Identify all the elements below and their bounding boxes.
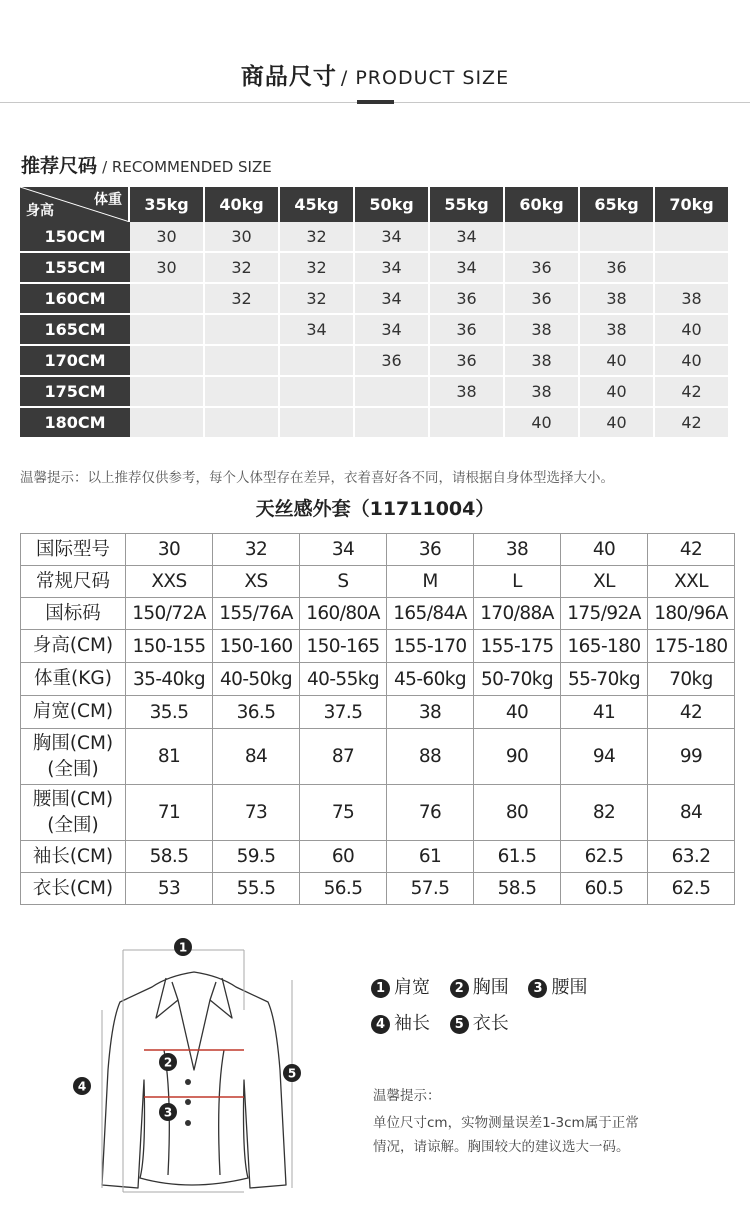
legend-item (450, 973, 509, 999)
rec-row (20, 315, 728, 346)
rec-size-cell: 32 (280, 222, 355, 253)
size-row (21, 729, 735, 785)
measurement-tip-line1: 单位尺寸cm，实物测量误差1-3cm属于正常 (373, 1115, 639, 1131)
rec-size-cell (280, 346, 355, 377)
legend-label: 衣长 (472, 1013, 509, 1034)
size-value-cell: 84 (213, 729, 300, 785)
size-value-cell: 55.5 (213, 873, 300, 905)
rec-size-cell: 42 (655, 377, 728, 408)
rec-size-cell: 40 (580, 408, 655, 439)
size-value-cell: 150-165 (300, 630, 387, 663)
legend-label: 腰围 (551, 977, 588, 998)
rec-size-cell (280, 408, 355, 439)
measure-red-lines (144, 1050, 244, 1097)
measurement-legend-row2 (371, 1009, 523, 1035)
size-value-cell: 76 (387, 785, 474, 841)
rec-size-cell: 36 (355, 346, 430, 377)
size-row-label-main: 衣长(CM) (32, 877, 114, 899)
jacket-measurement-diagram (60, 930, 330, 1200)
size-value-cell: 82 (561, 785, 648, 841)
size-value-cell: 56.5 (300, 873, 387, 905)
size-value-cell: 60.5 (561, 873, 648, 905)
rec-size-cell: 36 (580, 253, 655, 284)
rec-size-cell: 36 (430, 284, 505, 315)
rec-size-cell: 34 (280, 315, 355, 346)
recommended-title-zh: 推荐尺码 (21, 155, 98, 177)
weight-header: 70kg (655, 187, 728, 222)
rec-header-row (20, 187, 728, 222)
size-row-label-main: 身高(CM) (32, 635, 114, 656)
jacket-outline (102, 972, 286, 1188)
size-value-cell: 35.5 (126, 696, 213, 729)
size-value-cell: 36 (387, 534, 474, 566)
legend-label: 肩宽 (394, 977, 430, 998)
size-value-cell: 55-70kg (561, 663, 648, 696)
rec-size-cell (355, 408, 430, 439)
size-row-label (21, 696, 126, 729)
size-value-cell: 38 (387, 696, 474, 729)
size-value-cell: 180/96A (648, 598, 735, 630)
size-row-label (21, 663, 126, 696)
size-value-cell: 57.5 (387, 873, 474, 905)
legend-num-badge: 2 (450, 979, 469, 998)
rec-size-cell: 34 (355, 315, 430, 346)
weight-header: 40kg (205, 187, 280, 222)
size-row (21, 630, 735, 663)
legend-num-badge: 1 (371, 979, 390, 998)
size-value-cell: 150-155 (126, 630, 213, 663)
size-value-cell: 37.5 (300, 696, 387, 729)
recommended-size-title (21, 151, 272, 178)
badge-1: 1 (178, 940, 188, 955)
rec-size-cell (505, 222, 580, 253)
measure-guides (102, 950, 292, 1192)
rec-size-cell: 38 (580, 315, 655, 346)
rec-size-cell: 40 (580, 377, 655, 408)
legend-item (371, 1009, 430, 1035)
measurement-tip-title: 温馨提示： (373, 1088, 441, 1104)
size-value-cell: 35-40kg (126, 663, 213, 696)
size-row-label (21, 534, 126, 566)
size-value-cell: 170/88A (474, 598, 561, 630)
badge-4: 4 (77, 1079, 87, 1094)
recommended-size-table (20, 187, 728, 439)
rec-size-cell (130, 315, 205, 346)
rec-height-label: 180CM (20, 408, 130, 439)
size-value-cell: 94 (561, 729, 648, 785)
size-value-cell: XS (213, 566, 300, 598)
rec-size-cell: 36 (430, 315, 505, 346)
rec-size-cell (205, 408, 280, 439)
size-value-cell: 165-180 (561, 630, 648, 663)
rec-height-label: 160CM (20, 284, 130, 315)
header-title-zh: 商品尺寸 (240, 64, 337, 90)
size-row-label-main: 国际型号 (35, 538, 110, 560)
size-value-cell: 40-50kg (213, 663, 300, 696)
rec-size-cell: 34 (430, 253, 505, 284)
rec-size-cell: 38 (655, 284, 728, 315)
header-title-en: / PRODUCT SIZE (340, 67, 510, 89)
size-value-cell: 42 (648, 534, 735, 566)
size-value-cell: 150-160 (213, 630, 300, 663)
size-value-cell: 90 (474, 729, 561, 785)
rec-size-cell: 36 (505, 284, 580, 315)
size-row-label (21, 785, 126, 841)
size-row-label-main: 袖长(CM) (32, 845, 114, 867)
rec-size-cell: 38 (505, 377, 580, 408)
weight-header: 50kg (355, 187, 430, 222)
size-value-cell: 42 (648, 696, 735, 729)
legend-num-badge: 4 (371, 1015, 390, 1034)
rec-row (20, 284, 728, 315)
rec-height-label: 170CM (20, 346, 130, 377)
size-value-cell: 99 (648, 729, 735, 785)
size-value-cell: 155-175 (474, 630, 561, 663)
rec-size-cell: 34 (430, 222, 505, 253)
size-row (21, 841, 735, 873)
rec-size-cell (655, 222, 728, 253)
size-body (21, 534, 735, 905)
legend-item (450, 1009, 509, 1035)
corner-weight-label: 体重 (94, 192, 122, 208)
rec-size-cell: 34 (355, 222, 430, 253)
weight-header: 45kg (280, 187, 355, 222)
legend-num-badge: 5 (450, 1015, 469, 1034)
rec-size-cell: 42 (655, 408, 728, 439)
rec-size-cell (655, 253, 728, 284)
rec-row (20, 346, 728, 377)
size-value-cell: 84 (648, 785, 735, 841)
legend-num-badge: 3 (528, 979, 547, 998)
rec-size-cell: 38 (505, 346, 580, 377)
product-title: 天丝感外套（11711004） (255, 498, 495, 520)
size-value-cell: 175/92A (561, 598, 648, 630)
size-value-cell: 81 (126, 729, 213, 785)
rec-height-label: 150CM (20, 222, 130, 253)
size-value-cell: 75 (300, 785, 387, 841)
header-accent-bar (357, 100, 394, 104)
rec-height-label: 175CM (20, 377, 130, 408)
rec-size-cell: 36 (430, 346, 505, 377)
size-value-cell: 88 (387, 729, 474, 785)
size-value-cell: 40-55kg (300, 663, 387, 696)
rec-size-cell: 40 (505, 408, 580, 439)
size-value-cell: 165/84A (387, 598, 474, 630)
size-value-cell: 40 (561, 534, 648, 566)
rec-height-label: 155CM (20, 253, 130, 284)
rec-size-cell: 36 (505, 253, 580, 284)
legend-item (528, 973, 587, 999)
size-value-cell: 150/72A (126, 598, 213, 630)
size-value-cell: 62.5 (561, 841, 648, 873)
size-row-label (21, 566, 126, 598)
size-row-label-sub: (全围) (47, 814, 99, 836)
rec-size-cell (205, 346, 280, 377)
rec-size-cell (205, 377, 280, 408)
size-value-cell: XXL (648, 566, 735, 598)
jacket-buttons (185, 1079, 191, 1126)
size-value-cell: 58.5 (126, 841, 213, 873)
size-row (21, 534, 735, 566)
corner-height-label: 身高 (26, 203, 54, 219)
recommended-title-en: / RECOMMENDED SIZE (102, 158, 272, 176)
size-value-cell: XXS (126, 566, 213, 598)
rec-size-cell: 40 (655, 315, 728, 346)
size-row-label-main: 体重(KG) (34, 668, 112, 689)
size-value-cell: 61.5 (474, 841, 561, 873)
size-chart-table (20, 533, 735, 905)
size-value-cell: S (300, 566, 387, 598)
weight-header: 65kg (580, 187, 655, 222)
rec-row (20, 222, 728, 253)
rec-row (20, 377, 728, 408)
size-row-label (21, 630, 126, 663)
rec-size-cell: 32 (205, 253, 280, 284)
rec-size-cell: 32 (280, 253, 355, 284)
size-row-label (21, 841, 126, 873)
rec-corner-cell (20, 187, 130, 222)
rec-size-cell: 40 (580, 346, 655, 377)
size-value-cell: 34 (300, 534, 387, 566)
rec-size-cell: 34 (355, 284, 430, 315)
rec-size-cell: 38 (505, 315, 580, 346)
recommendation-tip: 温馨提示：以上推荐仅供参考，每个人体型存在差异，衣着喜好各不同，请根据自身体型选择大小。 (20, 470, 614, 486)
size-value-cell: 36.5 (213, 696, 300, 729)
page-header (0, 58, 750, 91)
size-value-cell: XL (561, 566, 648, 598)
size-value-cell: 40 (474, 696, 561, 729)
size-value-cell: 175-180 (648, 630, 735, 663)
rec-height-label: 165CM (20, 315, 130, 346)
legend-item (371, 973, 430, 999)
size-value-cell: 160/80A (300, 598, 387, 630)
size-value-cell: 50-70kg (474, 663, 561, 696)
size-row-label-main: 国标码 (45, 602, 101, 624)
size-row-label-main: 肩宽(CM) (32, 701, 114, 722)
rec-size-cell: 32 (280, 284, 355, 315)
rec-row (20, 253, 728, 284)
size-value-cell: 58.5 (474, 873, 561, 905)
size-value-cell: 32 (213, 534, 300, 566)
rec-size-cell (580, 222, 655, 253)
weight-header: 60kg (505, 187, 580, 222)
size-row-label-main: 常规尺码 (35, 570, 110, 592)
size-value-cell: 87 (300, 729, 387, 785)
rec-size-cell (205, 315, 280, 346)
size-value-cell: 155/76A (213, 598, 300, 630)
badge-2: 2 (163, 1055, 173, 1070)
size-value-cell: M (387, 566, 474, 598)
rec-size-cell (430, 408, 505, 439)
rec-size-cell: 30 (130, 253, 205, 284)
badge-3: 3 (163, 1105, 173, 1120)
rec-size-cell: 34 (355, 253, 430, 284)
size-row-label (21, 598, 126, 630)
rec-size-cell: 38 (580, 284, 655, 315)
size-row (21, 566, 735, 598)
size-row-label-sub: (全围) (47, 758, 99, 780)
size-row (21, 598, 735, 630)
size-value-cell: 71 (126, 785, 213, 841)
rec-size-cell: 38 (430, 377, 505, 408)
size-value-cell: 61 (387, 841, 474, 873)
size-value-cell: 53 (126, 873, 213, 905)
size-value-cell: 59.5 (213, 841, 300, 873)
size-value-cell: L (474, 566, 561, 598)
size-value-cell: 45-60kg (387, 663, 474, 696)
rec-size-cell (130, 408, 205, 439)
size-value-cell: 62.5 (648, 873, 735, 905)
rec-size-cell (130, 284, 205, 315)
size-row-label (21, 873, 126, 905)
rec-size-cell (280, 377, 355, 408)
rec-size-cell: 30 (205, 222, 280, 253)
weight-header: 55kg (430, 187, 505, 222)
size-value-cell: 155-170 (387, 630, 474, 663)
rec-size-cell (130, 377, 205, 408)
measurement-legend-row1 (371, 973, 601, 999)
legend-label: 袖长 (394, 1013, 430, 1034)
badge-5: 5 (287, 1066, 297, 1081)
rec-size-cell: 40 (655, 346, 728, 377)
size-value-cell: 80 (474, 785, 561, 841)
size-value-cell: 73 (213, 785, 300, 841)
size-row (21, 696, 735, 729)
size-value-cell: 60 (300, 841, 387, 873)
size-value-cell: 30 (126, 534, 213, 566)
rec-size-cell: 32 (205, 284, 280, 315)
size-row-label-main: 胸围(CM) (32, 732, 114, 754)
size-row (21, 663, 735, 696)
rec-size-cell (130, 346, 205, 377)
size-value-cell: 41 (561, 696, 648, 729)
rec-body (20, 222, 728, 439)
rec-size-cell (355, 377, 430, 408)
size-row (21, 873, 735, 905)
size-row (21, 785, 735, 841)
size-row-label-main: 腰围(CM) (32, 788, 114, 810)
size-row-label (21, 729, 126, 785)
rec-row (20, 408, 728, 439)
size-value-cell: 63.2 (648, 841, 735, 873)
measurement-tip-line2: 情况，请谅解。胸围较大的建议选大一码。 (373, 1139, 630, 1155)
legend-label: 胸围 (472, 977, 509, 998)
size-value-cell: 38 (474, 534, 561, 566)
size-value-cell: 70kg (648, 663, 735, 696)
weight-header: 35kg (130, 187, 205, 222)
rec-size-cell: 30 (130, 222, 205, 253)
